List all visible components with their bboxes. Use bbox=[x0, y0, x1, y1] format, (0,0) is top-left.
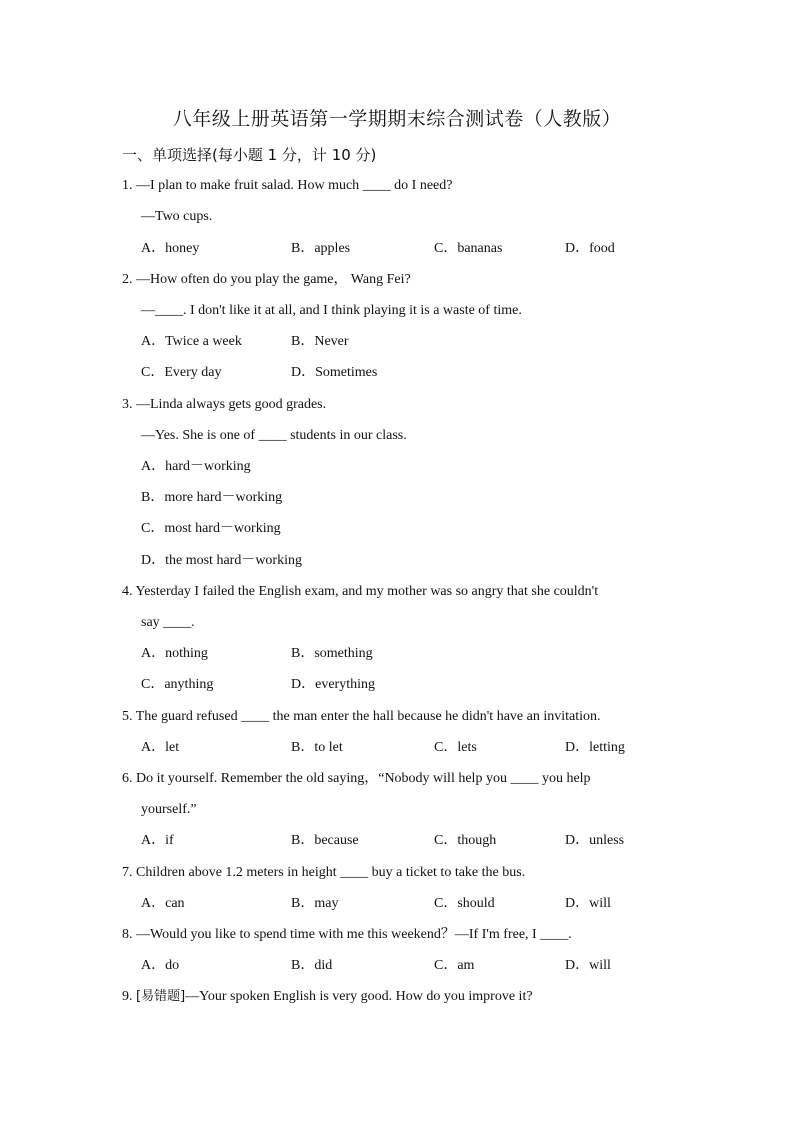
question-9-stem-line bbox=[122, 988, 533, 1006]
question-4-continuation: say ____. bbox=[141, 615, 195, 630]
question-7-stem: 7. Children above 1.2 meters in height ____ buy a ticket to take the bus. bbox=[122, 865, 526, 880]
question-5-stem: 5. The guard refused ____ the man enter the hall because he didn't have an invitation. bbox=[122, 709, 601, 724]
question-1-option-d: D．food bbox=[565, 241, 615, 256]
question-1-reply: —Two cups. bbox=[141, 209, 213, 224]
question-4-option-a: A．nothing bbox=[141, 646, 208, 661]
question-1-option-b: B．apples bbox=[291, 241, 351, 256]
question-6-option-a: A．if bbox=[141, 833, 174, 848]
section-heading: 一、单项选择(每小题 1 分，计 10 分) bbox=[122, 146, 377, 164]
question-1-stem: 1. —I plan to make fruit salad. How much ____ do I need? bbox=[122, 178, 453, 193]
question-2-reply: —____. I don't like it at all, and I think playing it is a waste of time. bbox=[141, 303, 522, 318]
question-9-tag: [易错题] bbox=[136, 989, 186, 1004]
question-6-continuation: yourself.” bbox=[141, 802, 197, 817]
question-7-option-a: A．can bbox=[141, 896, 185, 911]
question-1-option-a: A．honey bbox=[141, 241, 200, 256]
question-3-option-d: D．the most hard－working bbox=[141, 553, 302, 568]
question-6-option-b: B．because bbox=[291, 833, 359, 848]
question-8-stem: 8. —Would you like to spend time with me this weekend？—If I'm free, I ____. bbox=[122, 927, 572, 942]
question-2-option-b: B．Never bbox=[291, 334, 349, 349]
question-5-option-c: C．lets bbox=[434, 740, 477, 755]
question-6-stem: 6. Do it yourself. Remember the old saying，“Nobody will help you ____ you help bbox=[122, 771, 591, 786]
question-9-stem: —Your spoken English is very good. How do you improve it? bbox=[185, 989, 533, 1004]
question-3-option-b: B．more hard－working bbox=[141, 490, 283, 505]
question-3-option-a: A．hard－working bbox=[141, 459, 251, 474]
exam-title: 八年级上册英语第一学期期末综合测试卷（人教版） bbox=[172, 108, 622, 130]
question-8-option-c: C．am bbox=[434, 958, 475, 973]
question-2-stem: 2. —How often do you play the game， Wang Fei? bbox=[122, 272, 411, 287]
question-5-option-d: D．letting bbox=[565, 740, 625, 755]
question-7-option-d: D．will bbox=[565, 896, 611, 911]
question-4-option-c: C．anything bbox=[141, 677, 214, 692]
question-8-option-a: A．do bbox=[141, 958, 180, 973]
question-6-option-d: D．unless bbox=[565, 833, 625, 848]
question-3-reply: —Yes. She is one of ____ students in our class. bbox=[141, 428, 407, 443]
question-8-option-b: B．did bbox=[291, 958, 333, 973]
question-3-option-c: C．most hard－working bbox=[141, 521, 281, 536]
question-9-number: 9. bbox=[122, 989, 136, 1004]
question-6-option-c: C．though bbox=[434, 833, 497, 848]
question-7-option-c: C．should bbox=[434, 896, 495, 911]
question-2-option-d: D．Sometimes bbox=[291, 365, 378, 380]
question-5-option-b: B．to let bbox=[291, 740, 343, 755]
question-4-option-d: D．everything bbox=[291, 677, 375, 692]
question-3-stem: 3. —Linda always gets good grades. bbox=[122, 397, 327, 412]
question-1-option-c: C．bananas bbox=[434, 241, 503, 256]
question-2-option-c: C．Every day bbox=[141, 365, 222, 380]
question-5-option-a: A．let bbox=[141, 740, 180, 755]
question-4-stem: 4. Yesterday I failed the English exam, and my mother was so angry that she couldn't bbox=[122, 584, 599, 599]
question-8-option-d: D．will bbox=[565, 958, 611, 973]
question-2-option-a: A．Twice a week bbox=[141, 334, 242, 349]
question-7-option-b: B．may bbox=[291, 896, 339, 911]
question-4-option-b: B．something bbox=[291, 646, 373, 661]
